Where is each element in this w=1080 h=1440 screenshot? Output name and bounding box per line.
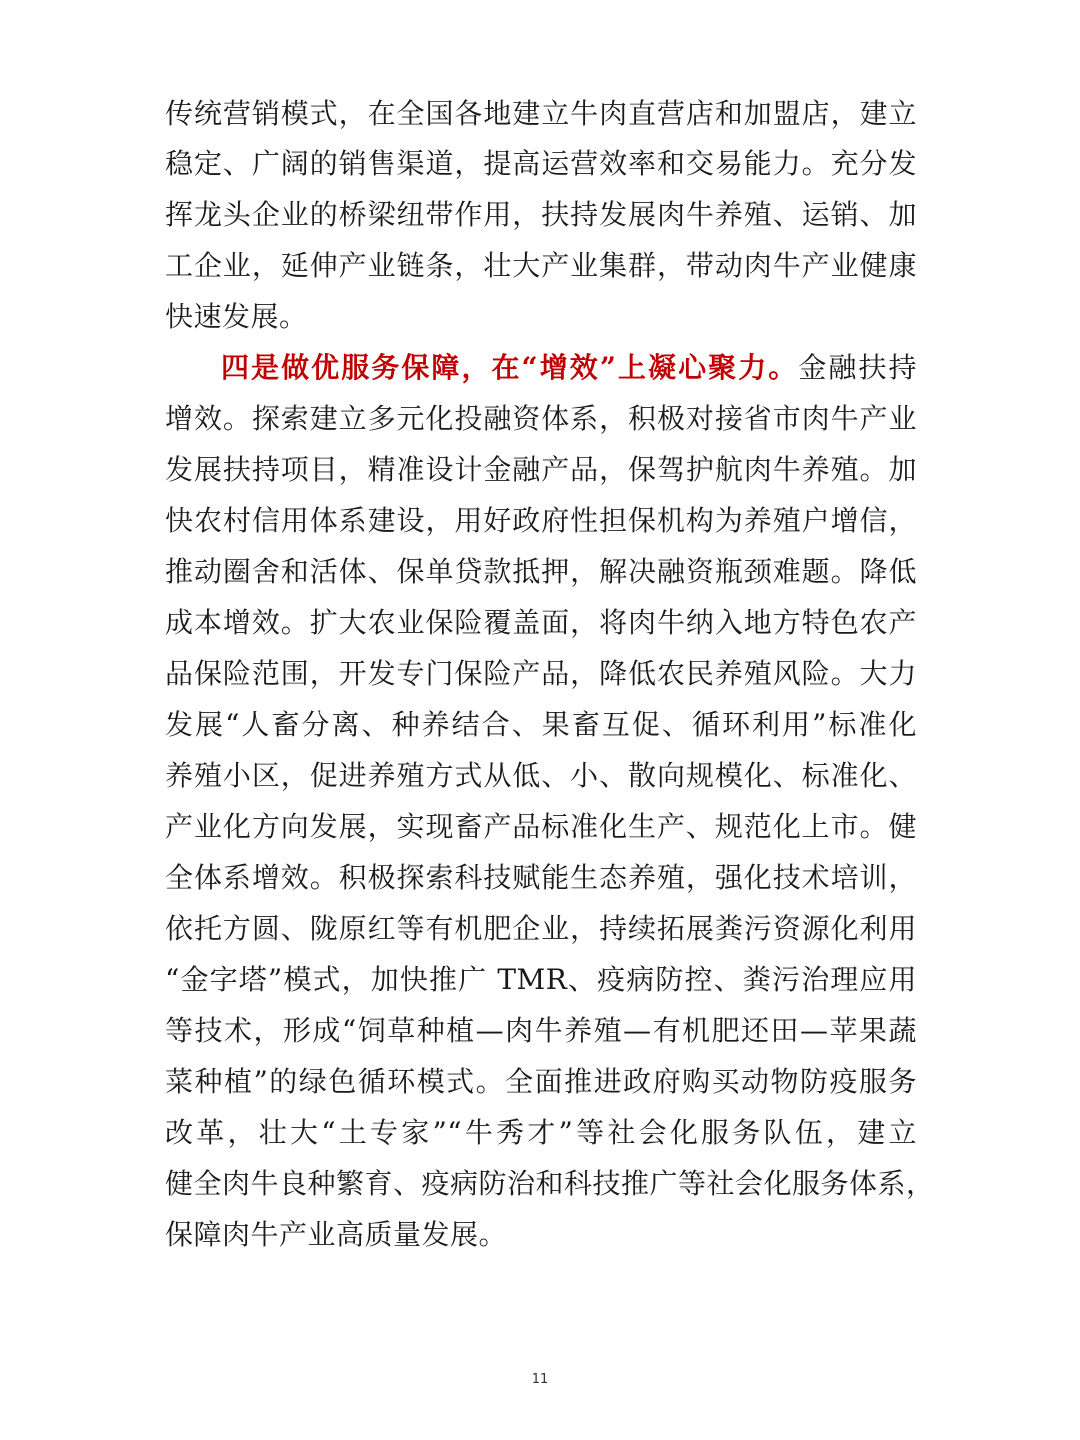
text-line: 快农村信用体系建设，用好政府性担保机构为养殖户增信， — [165, 504, 917, 537]
text-line: 依托方圆、陇原红等有机肥企业，持续拓展粪污资源化利用 — [165, 912, 917, 945]
text-line: 养殖小区，促进养殖方式从低、小、散向规模化、标准化、 — [165, 759, 917, 792]
text-line: 品保险范围，开发专门保险产品，降低农民养殖风险。大力 — [165, 657, 917, 690]
page-number: 11 — [531, 1372, 549, 1387]
text-line: 产业化方向发展，实现畜产品标准化生产、规范化上市。健 — [165, 810, 917, 843]
text-line: 全体系增效。积极探索科技赋能生态养殖，强化技术培训， — [165, 861, 917, 894]
text-line: 传统营销模式，在全国各地建立牛肉直营店和加盟店，建立 — [165, 97, 917, 130]
text-line: 推动圈舍和活体、保单贷款抵押，解决融资瓶颈难题。降低 — [165, 555, 917, 588]
text-line: 健全肉牛良种繁育、疫病防治和科技推广等社会化服务体系， — [165, 1167, 935, 1200]
section-heading: 四是做优服务保障，在“增效”上凝心聚力。 — [221, 351, 799, 384]
text-line: 工企业，延伸产业链条，壮大产业集群，带动肉牛产业健康 — [165, 249, 917, 282]
text-line: 菜种植”的绿色循环模式。全面推进政府购买动物防疫服务 — [165, 1065, 917, 1098]
text-line: 稳定、广阔的销售渠道，提高运营效率和交易能力。充分发 — [165, 147, 917, 180]
text-line: 等技术，形成“饲草种植—肉牛养殖—有机肥还田—苹果蔬 — [165, 1014, 917, 1047]
heading-continuation: 金融扶持 — [798, 351, 917, 384]
text-line: 发展扶持项目，精准设计金融产品，保驾护航肉牛养殖。加 — [165, 453, 917, 486]
text-line: 成本增效。扩大农业保险覆盖面，将肉牛纳入地方特色农产 — [165, 606, 917, 639]
text-line: 改革，壮大“土专家”“牛秀才”等社会化服务队伍，建立 — [165, 1116, 917, 1149]
text-line: 挥龙头企业的桥梁纽带作用，扶持发展肉牛养殖、运销、加 — [165, 198, 917, 231]
text-line: “金字塔”模式，加快推广 TMR、疫病防控、粪污治理应用 — [165, 963, 917, 996]
text-line: 快速发展。 — [165, 300, 308, 333]
section-heading-line — [221, 348, 917, 388]
text-line: 保障肉牛产业高质量发展。 — [165, 1218, 508, 1251]
text-line: 增效。探索建立多元化投融资体系，积极对接省市肉牛产业 — [165, 402, 917, 435]
text-line: 发展“人畜分离、种养结合、果畜互促、循环利用”标准化 — [165, 708, 917, 741]
